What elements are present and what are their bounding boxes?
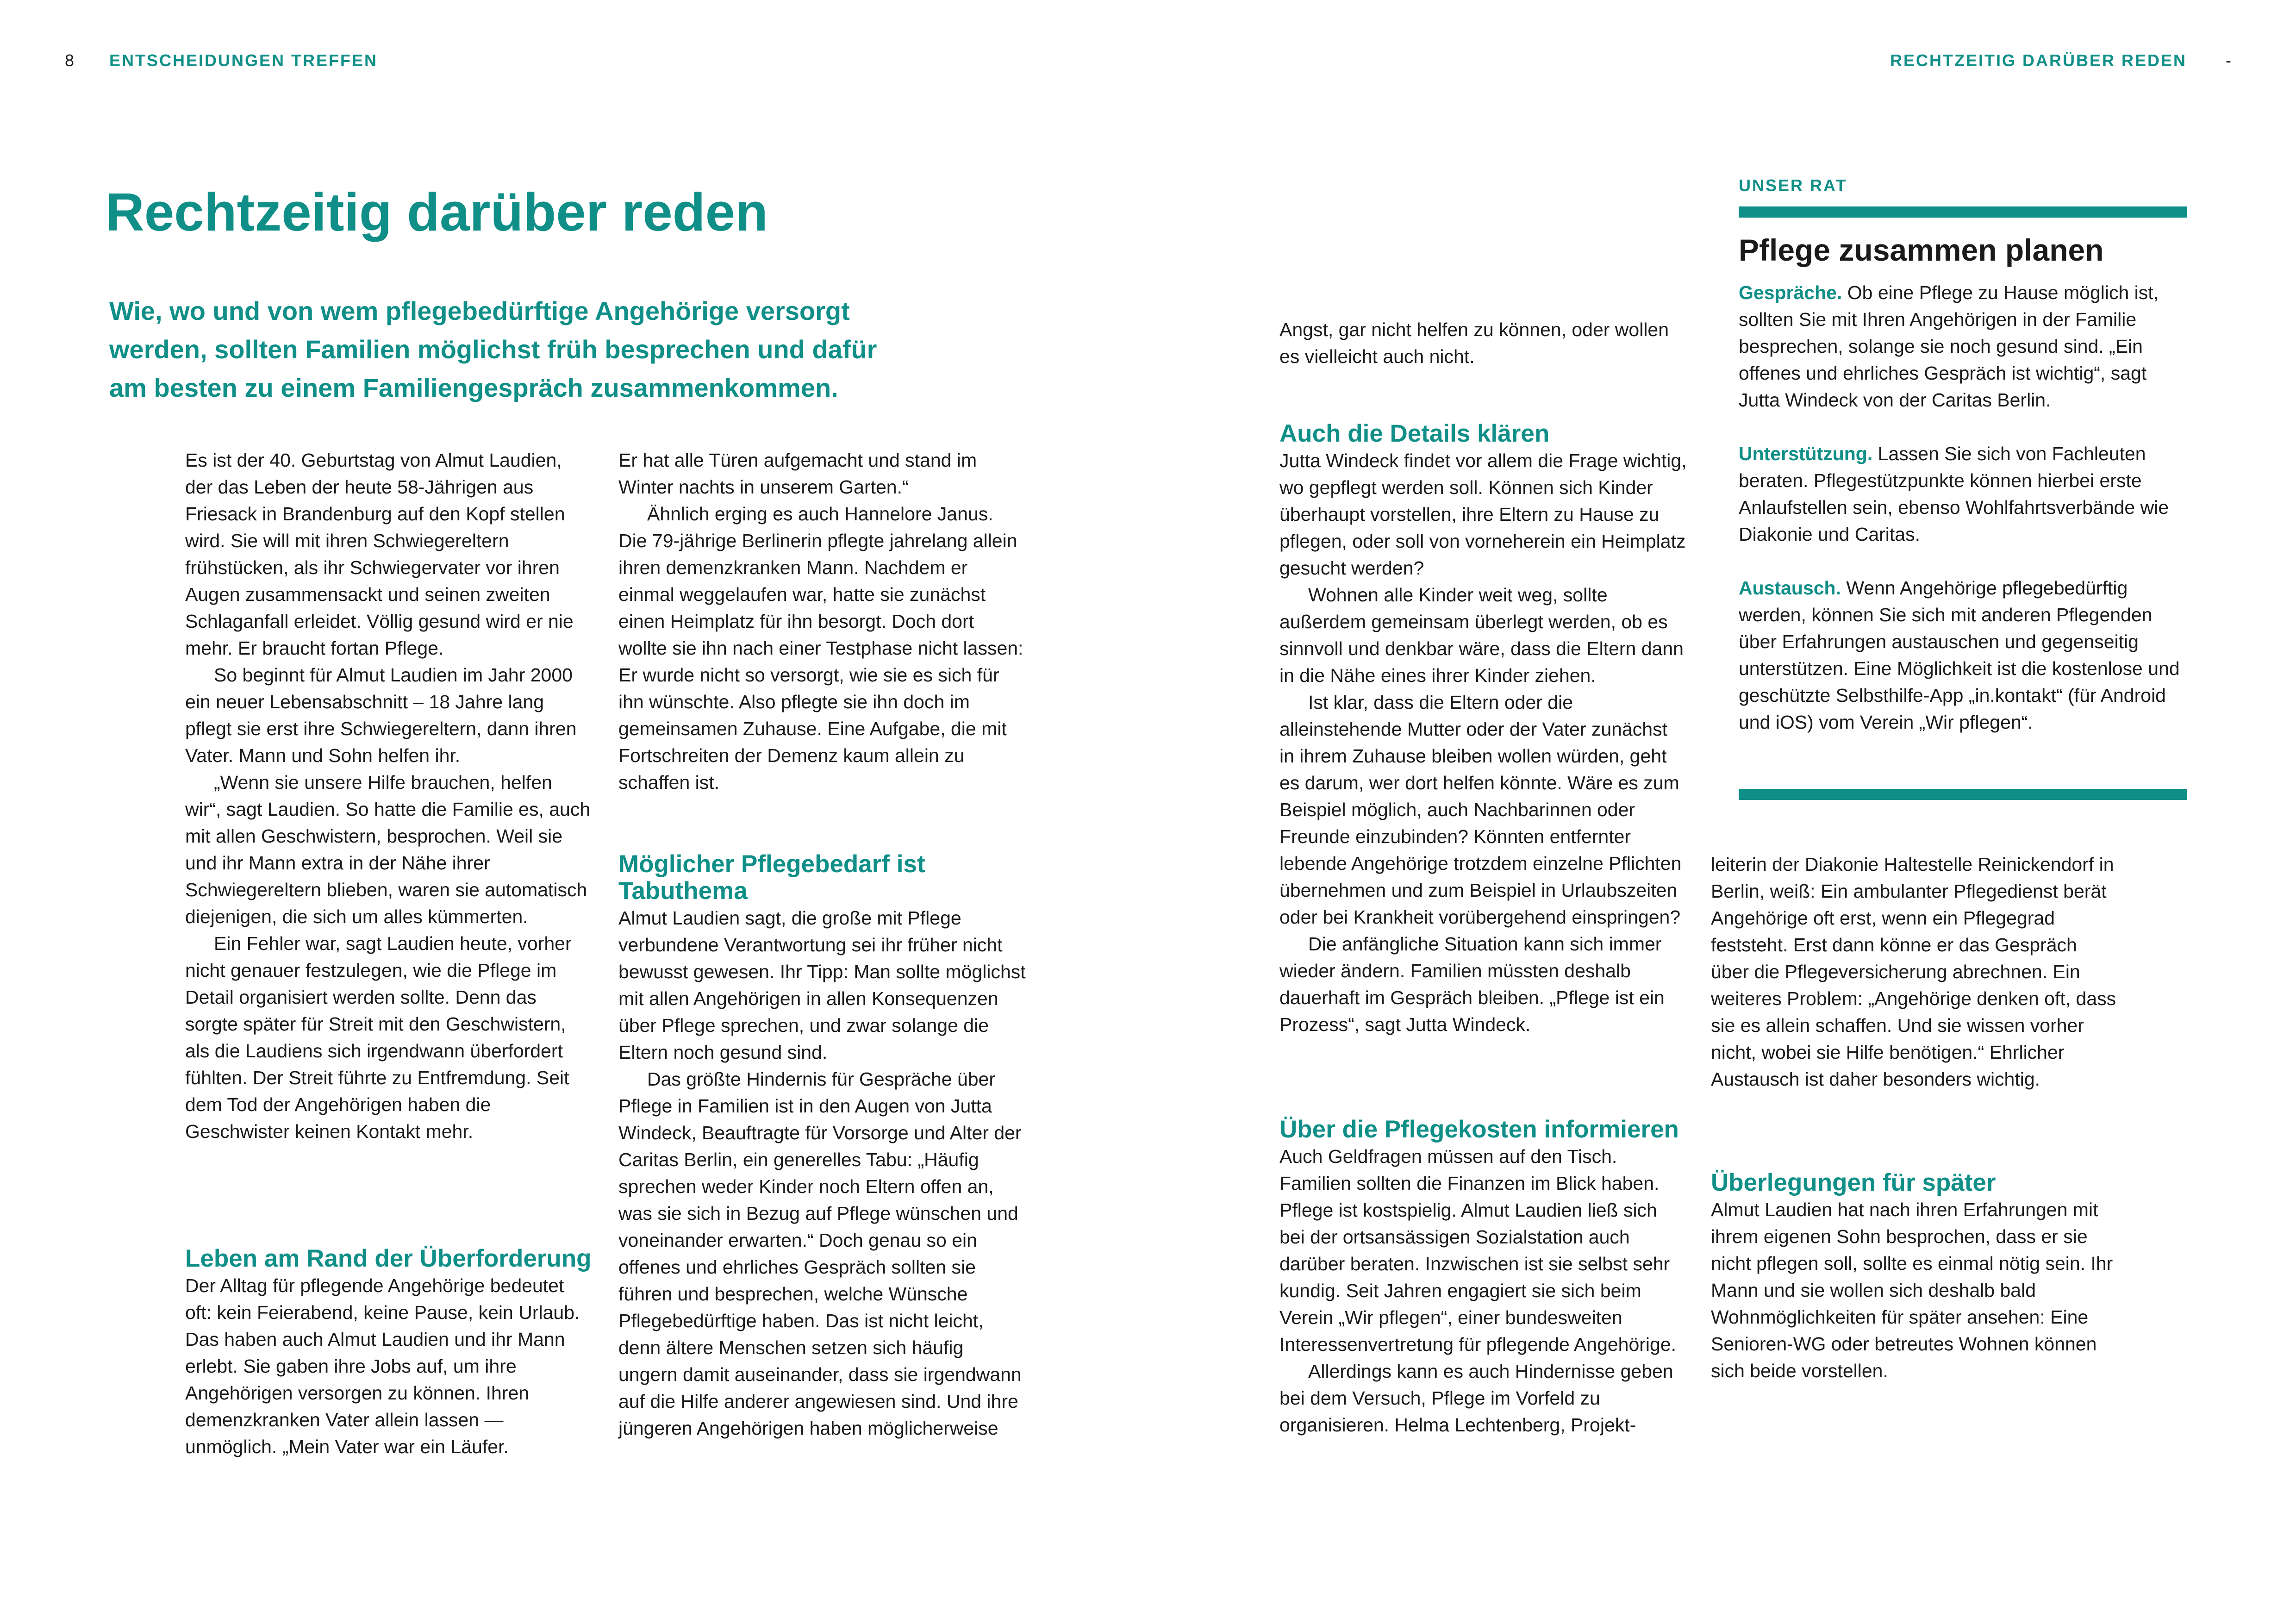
body-column-4-section — [1711, 1169, 2118, 1384]
body-column-2-section — [618, 851, 1026, 1442]
paragraph: Jutta Windeck findet vor allem die Frage wichtig, wo gepflegt werden soll. Können sich Kinder überhaupt vorstellen, ihre Eltern zu Hause zu pflegen, oder soll von vorneherein ein Heimplatz gesucht werden? — [1279, 450, 1687, 579]
advice-text: Wenn Angehörige pflegebedürftig werden, können Sie sich mit anderen Pflegenden über Erfahrungen austauschen und gegenseitig unterstützen. Eine Möglichkeit ist die kostenlose und geschützte Selbsthilfe-App „in.kontakt“ (für Android und iOS) vom Verein „Wir pflegen“. — [1739, 577, 2180, 733]
paragraph: leiterin der Diakonie Haltestelle Reinickendorf in Berlin, weiß: Ein ambulanter Pflegedienst berät Angehörige oft erst, wenn ein Pflegegrad feststeht. Erst dann könne er das Gespräch über die Pflegeversicherung abrechnen. Ein weiteres Problem: „Angehörige denken oft, dass sie es allein schaffen. Und sie wissen vorher nicht, wobei sie Hilfe benötigen.“ Ehrlicher Austausch ist daher besonders wichtig. — [1711, 854, 2116, 1090]
paragraph: Almut Laudien sagt, die große mit Pflege verbundene Verantwortung sei ihr früher nicht bewusst gewesen. Ihr Tipp: Man sollte möglichst mit allen Angehörigen in allen Konsequenzen über Pflege sprechen, und zwar solange die Eltern noch gesund sind. — [618, 907, 1026, 1063]
page-number: 8 — [65, 51, 75, 70]
section-heading: Leben am Rand der Überforderung — [185, 1245, 592, 1272]
advice-item — [1739, 440, 2187, 548]
paragraph: Das größte Hindernis für Gespräche über Pflege in Familien ist in den Augen von Jutta Windeck, Beauftragte für Vorsorge und Alter der Caritas Berlin, ein generelles Tabu: „Häufig sprechen weder Kinder noch Eltern offen an, was sie sich in Bezug auf Pflege wünschen und voneinander erwarten.“ Doch genau so ein offenes und ehrliches Gespräch sollten sie führen und besprechen, welche Wünsche Pflegebedürftige haben. Das ist nicht leicht, denn ältere Menschen setzen sich häufig ungern damit auseinander, dass sie irgendwann auf die Hilfe anderer angewiesen sind. Und ihre jüngeren Angehörigen haben möglicherweise — [618, 1068, 1022, 1439]
paragraph: Die anfängliche Situation kann sich immer wieder ändern. Familien müssten deshalb dauerhaft im Gespräch bleiben. „Pflege ist ein Prozess“, sagt Jutta Windeck. — [1279, 933, 1665, 1035]
paragraph: Allerdings kann es auch Hindernisse geben bei dem Versuch, Pflege im Vorfeld zu organisieren. Helma Lechtenberg, Projekt- — [1279, 1361, 1673, 1436]
body-column-1 — [185, 447, 593, 1145]
paragraph: Der Alltag für pflegende Angehörige bedeutet oft: kein Feierabend, keine Pause, kein Urlaub. Das haben auch Almut Laudien und ihr Mann erlebt. Sie gaben ihre Jobs auf, um ihre Angehörigen versorgen zu können. Ihren demenzkranken Vater allein lassen — unmöglich. „Mein Vater war ein Läufer. — [185, 1275, 580, 1457]
advice-term: Unterstützung. — [1739, 443, 1873, 464]
running-head-left: ENTSCHEIDUNGEN TREFFEN — [109, 51, 378, 70]
advice-text: Lassen Sie sich von Fachleuten beraten. Pflegestützpunkte können hierbei erste Anlaufstellen sein, ebenso Wohlfahrtsverbände wie Diakonie und Caritas. — [1739, 443, 2169, 545]
paragraph: Wohnen alle Kinder weit weg, sollte außerdem gemeinsam überlegt werden, ob es sinnvoll und denkbar wäre, dass die Eltern dann in die Nähe eines ihrer Kinder ziehen. — [1279, 584, 1684, 686]
body-column-3-section — [1279, 420, 1687, 1038]
paragraph: So beginnt für Almut Laudien im Jahr 2000 ein neuer Lebensabschnitt – 18 Jahre lang pflegt sie erst ihre Schwiegereltern, dann ihren Vater. Mann und Sohn helfen ihr. — [185, 664, 577, 766]
paragraph: Ähnlich erging es auch Hannelore Janus. Die 79-jährige Berlinerin pflegte jahrelang allein ihren demenzkranken Mann. Nachdem er einmal weggelaufen war, hatte sie zunächst einen Heimplatz für ihn besorgt. Doch dort wollte sie ihn nach einer Testphase nicht lassen: Er wurde nicht so versorgt, wie sie es sich für ihn wünschte. Also pflegte sie ihn doch im gemeinsamen Zuhause. Eine Aufgabe, die mit Fortschreiten der Demenz kaum allein zu schaffen ist. — [618, 503, 1023, 793]
body-column-4 — [1711, 851, 2118, 1093]
paragraph: Ist klar, dass die Eltern oder die alleinstehende Mutter oder der Vater zunächst in ihrem Zuhause bleiben wollen würden, geht es darum, wer dort helfen könnte. Wäre es zum Beispiel möglich, auch Nachbarinnen oder Freunde einzubinden? Könnten entfernter lebende Angehörige trotzdem einzelne Pflichten übernehmen und zum Beispiel in Urlaubszeiten oder bei Krankheit vorübergehend einspringen? — [1279, 692, 1682, 928]
paragraph: „Wenn sie unsere Hilfe brauchen, helfen wir“, sagt Laudien. So hatte die Familie es, auch mit allen Geschwistern, besprochen. Weil sie und ihr Mann extra in der Nähe ihrer Schwiegereltern blieben, waren sie automatisch diejenigen, die sich um alles kümmerten. — [185, 772, 591, 927]
advice-box-body — [1739, 279, 2187, 736]
advice-box-bottom-rule — [1739, 789, 2187, 800]
body-column-3-section-2 — [1279, 1116, 1687, 1438]
article-title: Rechtzeitig darüber reden — [106, 182, 768, 242]
body-column-1-section — [185, 1245, 593, 1460]
paragraph: Er hat alle Türen aufgemacht und stand im Winter nachts in unserem Garten.“ — [618, 450, 977, 498]
advice-term: Gespräche. — [1739, 281, 1842, 303]
running-head-mark: - — [2226, 51, 2231, 70]
advice-box-title: Pflege zusammen planen — [1739, 233, 2104, 267]
paragraph: Auch Geldfragen müssen auf den Tisch. Familien sollten die Finanzen im Blick haben. Pflege ist kostspielig. Almut Laudien ließ sich bei der ortsansässigen Sozialstation auch darüber beraten. Inzwischen ist sie selbst sehr kundig. Seit Jahren engagiert sie sich beim Verein „Wir pflegen“, einer bundesweiten Interessenvertretung für pflegende Angehörige. — [1279, 1146, 1677, 1355]
body-column-3-intro — [1279, 316, 1687, 370]
advice-item — [1739, 575, 2187, 736]
section-heading: Möglicher Pflegebedarf ist Tabuthema — [618, 850, 925, 905]
advice-text: Ob eine Pflege zu Hause möglich ist, sollten Sie mit Ihren Angehörigen in der Familie besprechen, solange sie noch gesund sind. „Ein offenes und ehrliches Gespräch ist wichtig“, sagt Jutta Windeck von der Caritas Berlin. — [1739, 281, 2159, 411]
paragraph: Es ist der 40. Geburtstag von Almut Laudien, der das Leben der heute 58-Jährigen aus Friesack in Brandenburg auf den Kopf stellen wird. Sie will mit ihren Schwiegereltern frühstücken, als ihr Schwiegervater vor ihren Augen zusammensackt und seinen zweiten Schlaganfall erleidet. Völlig gesund wird er nie mehr. Er braucht fortan Pflege. — [185, 450, 574, 659]
running-head-right: RECHTZEITIG DARÜBER REDEN — [1890, 51, 2187, 70]
advice-box-label: UNSER RAT — [1739, 176, 1847, 195]
advice-box-top-rule — [1739, 206, 2187, 218]
paragraph: Almut Laudien hat nach ihren Erfahrungen mit ihrem eigenen Sohn besprochen, dass er sie nicht pflegen soll, sollte es einmal nötig sein. Ihr Mann und sie wollen sich deshalb bald Wohnmöglichkeiten für später ansehen: Eine Senioren-WG oder betreutes Wohnen können sich beide vorstellen. — [1711, 1199, 2113, 1381]
section-heading: Auch die Details klären — [1279, 420, 1550, 447]
paragraph: Ein Fehler war, sagt Laudien heute, vorher nicht genauer festzulegen, wie die Pflege im Detail organisiert werden sollte. Denn das sorgte später für Streit mit den Geschwistern, als die Laudiens sich irgendwann überfordert fühlten. Der Streit führte zu Entfremdung. Seit dem Tod der Angehörigen haben die Geschwister keinen Kontakt mehr. — [185, 933, 572, 1142]
advice-term: Austausch. — [1739, 577, 1841, 599]
paragraph: Angst, gar nicht helfen zu können, oder wollen es vielleicht auch nicht. — [1279, 319, 1669, 367]
body-column-2 — [618, 447, 1026, 796]
advice-item — [1739, 279, 2187, 413]
article-lead: Wie, wo und von wem pflegebedürftige Angehörige versorgt werden, sollten Familien möglichst früh besprechen und dafür am besten zu einem Familiengespräch zusammenkommen. — [109, 296, 877, 402]
section-heading: Überlegungen für später — [1711, 1169, 1996, 1196]
advice-box — [1739, 176, 2187, 762]
section-heading: Über die Pflegekosten informieren — [1279, 1116, 1679, 1143]
